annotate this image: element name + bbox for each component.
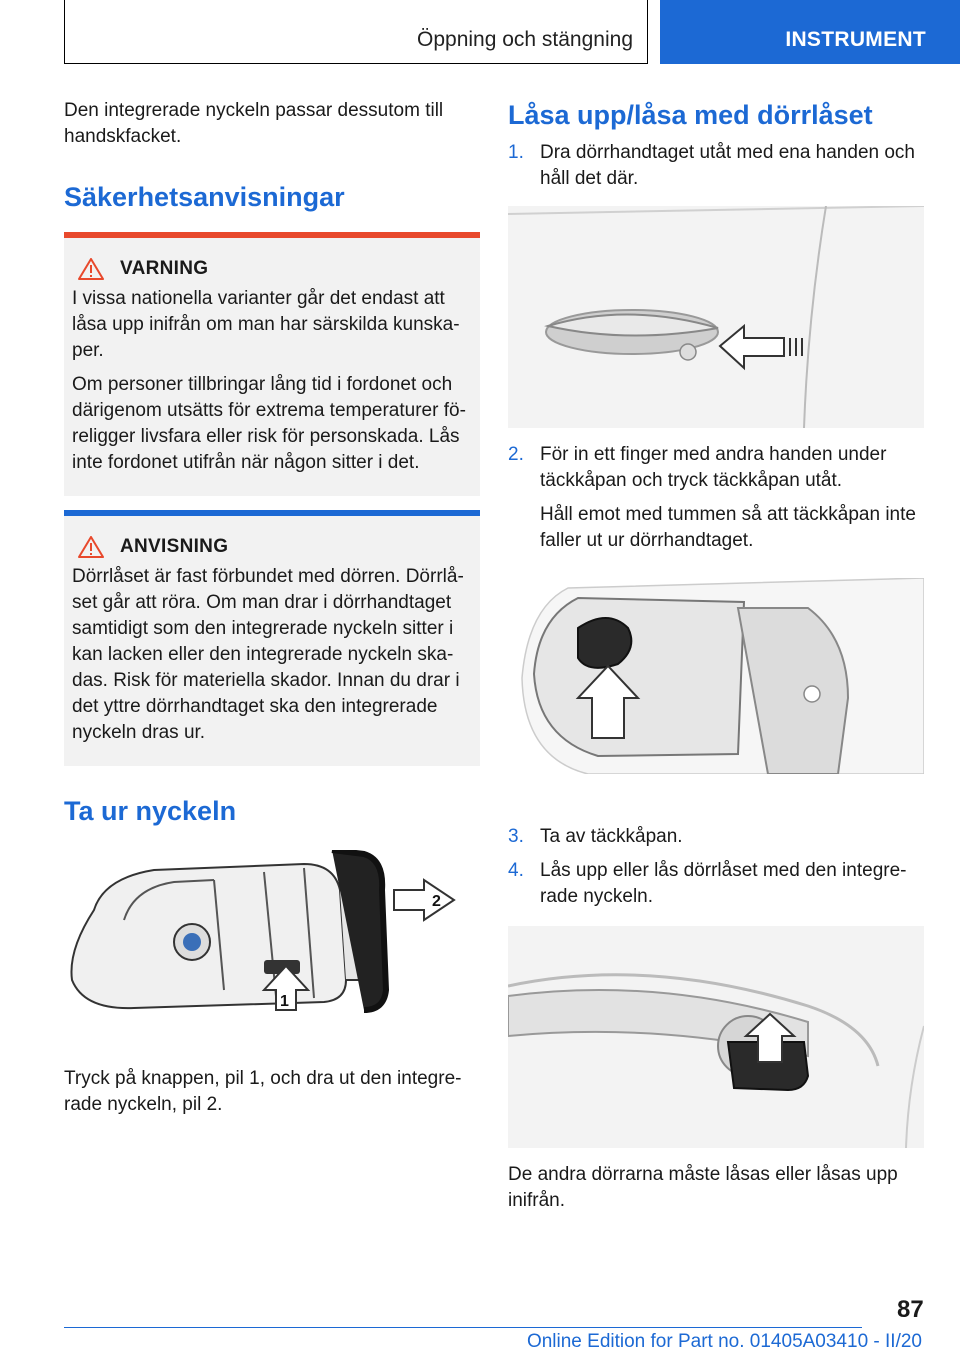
warning-title: VARNING <box>120 258 209 279</box>
step-2-subtext: Håll emot med tummen så att täckkåpan inte faller ut ur dörrhandtaget. <box>540 504 916 551</box>
key-removal-figure <box>64 850 480 1054</box>
step-2-number: 2. <box>508 444 524 465</box>
step-4 <box>508 858 924 910</box>
step-2-text: För in ett finger med andra handen under täckkåpan och tryck täckkåpan utåt. <box>540 444 887 491</box>
warning-triangle-icon <box>78 258 104 280</box>
step-3-number: 3. <box>508 826 524 847</box>
left-column <box>64 98 480 1118</box>
door-lock-illustration <box>508 926 924 1148</box>
warning-box <box>64 232 480 496</box>
arrow-2-label: 2 <box>432 893 441 910</box>
remove-key-text: Tryck på knappen, pil 1, och dra ut den integrerade nyckeln, pil 2. <box>64 1068 462 1115</box>
door-lock-figure <box>508 926 924 1148</box>
step-4-number: 4. <box>508 860 524 881</box>
right-column <box>508 98 924 1214</box>
safety-heading: Säkerhetsanvisningar <box>64 182 345 212</box>
warning-title-row <box>72 258 472 280</box>
cover-cap-illustration <box>508 578 924 774</box>
advice-title-row <box>72 536 472 558</box>
closing-paragraph: De andra dörrarna måste låsas eller låsas upp inifrån. <box>508 1164 898 1211</box>
step-3 <box>508 824 924 850</box>
header-section-title: Öppning och stängning <box>417 28 633 51</box>
door-handle-illustration-1 <box>508 206 924 428</box>
footer-edition: Online Edition for Part no. 01405A03410 - II/20 <box>526 1331 922 1352</box>
header-chapter-title: INSTRUMENT <box>785 28 926 51</box>
step-2 <box>508 442 924 494</box>
door-lock-heading: Låsa upp/låsa med dörrlåset <box>508 100 873 130</box>
header-section-box <box>64 0 648 64</box>
advice-box <box>64 510 480 766</box>
warning-paragraph-1: I vissa nationella varianter går det endast att låsa upp inifrån om man har särskilda kunskaper. <box>72 288 460 361</box>
warning-paragraph-2: Om personer tillbringar lång tid i fordonet och därigenom utsätts för extrema temperaturer föreligger livsfara eller risk för personskada. Lås inte fordonet utifrån när någon sitter i det. <box>72 374 466 473</box>
step-1 <box>508 140 924 192</box>
key-fob-illustration <box>64 850 480 1054</box>
remove-key-heading: Ta ur nyckeln <box>64 796 237 826</box>
step-3-text: Ta av täckkåpan. <box>540 826 683 847</box>
advice-triangle-icon <box>78 536 104 558</box>
cover-cap-figure <box>508 578 924 774</box>
header-chapter-tab <box>660 0 960 64</box>
page-number: 87 <box>897 1296 924 1323</box>
advice-title: ANVISNING <box>120 536 229 557</box>
arrow-1-label: 1 <box>280 993 289 1010</box>
step-1-text: Dra dörrhandtaget utåt med ena handen och håll det där. <box>540 142 915 189</box>
intro-paragraph: Den integrerade nyckeln passar dessutom till handskfacket. <box>64 100 444 147</box>
step-4-text: Lås upp eller lås dörrlåset med den integrerade nyckeln. <box>540 860 907 907</box>
step-1-number: 1. <box>508 142 524 163</box>
footer-rule <box>64 1327 862 1328</box>
door-handle-figure-1 <box>508 206 924 428</box>
advice-paragraph: Dörrlåset är fast förbundet med dörren. Dörrlåset går att röra. Om man drar i dörrhandtaget samtidigt som den integrerade nyckeln sitter i kan lacken eller den integrerade nyckeln skadas. Risk för materiella skador. Innan du drar i det yttre dörrhandtaget ska den integrerade nyckeln dras ur. <box>72 566 464 743</box>
